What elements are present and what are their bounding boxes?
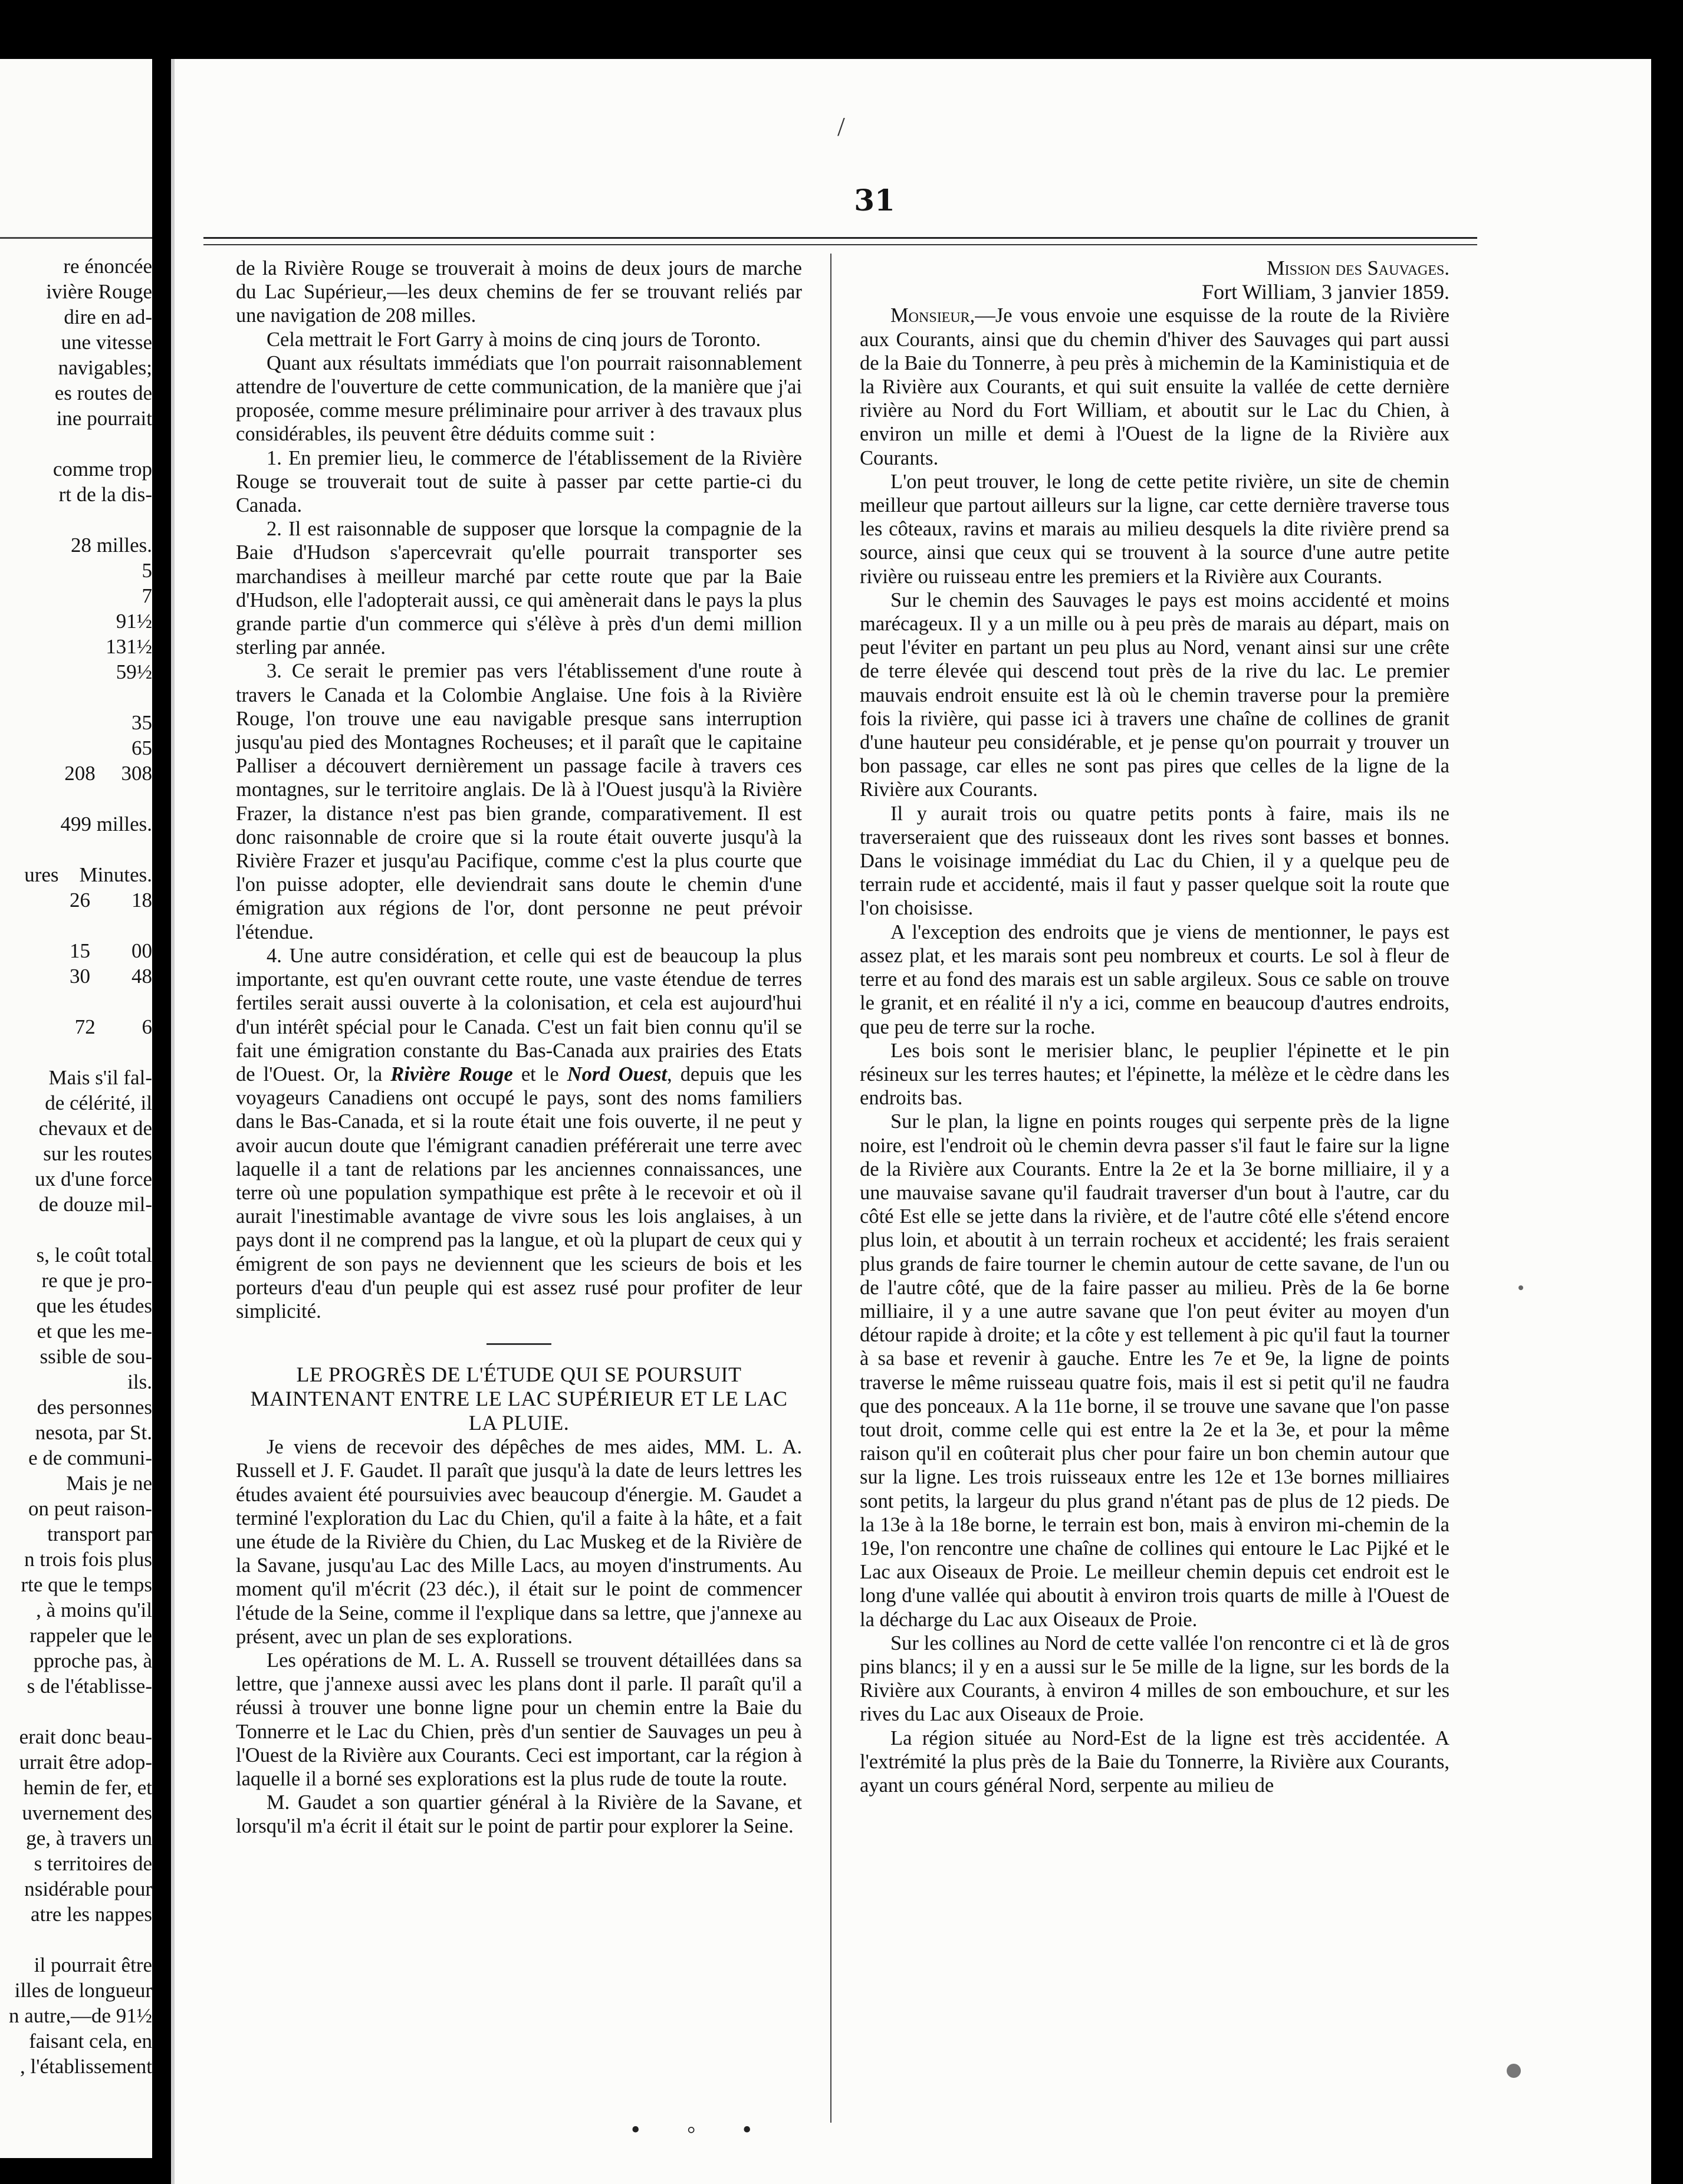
previous-page-line: nsidérable pour [24, 1877, 152, 1900]
previous-page-line: n autre,—de 91½ [9, 2004, 152, 2027]
text-run: —Je vous envoie une esquisse de la route de la Rivière aux Courants, ainsi que du chemin d'hiver des Sauvages qui part aussi de la Baie du Tonnerre, à peu près à michemin de la Kaministiquia et de la Rivière aux Courants, et qui suit ensuite la vallée de cette dernière rivière au Nord du Fort William, et aboutit sur le Lac du Chien, à environ un mille et demi à l'Ouest de la ligne de la Rivière aux Courants. [860, 304, 1449, 469]
previous-page-line: que les études [36, 1294, 152, 1317]
book-gutter [152, 59, 171, 2158]
previous-page-line: 65 [132, 736, 152, 759]
previous-page-line: 30 48 [70, 965, 152, 988]
paragraph: 2. Il est raisonnable de supposer que lorsque la compagnie de la Baie d'Hudson s'apercevrait qu'elle pourrait transporter ses marchandises à meilleur marché par cette route que par la Baie d'Hudson, elle l'adopterait aussi, ce qui amènerait dans le pays la plus grande partie d'un commerce qui s'élève à près d'un demi million sterling par année. [236, 518, 802, 659]
salutation: Monsieur, [890, 304, 975, 327]
previous-page-line: 7 [142, 584, 152, 607]
previous-page-line: faisant cela, en [29, 2030, 152, 2053]
previous-page-line: re énoncée [63, 255, 152, 278]
previous-page-line: 91½ [116, 610, 152, 633]
previous-page-edge [0, 59, 152, 2158]
paragraph: Les bois sont le merisier blanc, le peuplier l'épinette et le pin résineux sur les terres hautes; et l'épinette, la mélèze et le cèdre dans les endroits bas. [860, 1039, 1449, 1110]
paragraph: 3. Ce serait le premier pas vers l'établissement d'une route à travers le Canada et la Colombie Anglaise. Une fois à la Rivière Rouge, l'on trouve une eau navigable presque sans interruption jusqu'au pied des Montagnes Rocheuses; et il paraît que le capitaine Palliser a découvert dernièrement un passage facile à travers ces montagnes, sur le territoire anglais. De là à l'Ouest jusqu'à la Rivière Frazer, la distance n'est pas bien grande, comparativement. Il est donc raisonnable de croire que si la route était ouverte jusqu'à la Rivière Frazer et jusqu'au Pacifique, comme c'est la plus courte que l'on puisse adopter, elle deviendrait sans doute le chemin d'une émigration aux régions de l'or, dont personne ne peut prévoir l'étendue. [236, 660, 802, 943]
previous-page-line: nesota, par St. [35, 1421, 152, 1444]
previous-page-line: des personnes [37, 1396, 152, 1419]
previous-page-line [0, 507, 152, 532]
pencil-mark: / [837, 111, 845, 142]
previous-page-line: rappeler que le [29, 1624, 152, 1647]
previous-page-line: erait donc beau- [19, 1725, 152, 1748]
emphasis: Rivière Rouge [390, 1063, 513, 1086]
paragraph: de la Rivière Rouge se trouverait à moins de deux jours de marche du Lac Supérieur,—les deux chemins de fer se trouvant reliés par une navigation de 208 milles. [236, 257, 802, 327]
previous-page-line [0, 837, 152, 862]
header-rule [203, 237, 1477, 245]
paragraph: L'on peut trouver, le long de cette petite rivière, un site de chemin meilleur que partout ailleurs sur la ligne, car cette dernière traverse tous les côteaux, ravins et marais au milieu desquels la dite rivière prend sa source, ainsi que ceux qui se trouvent à la source d'une autre petite rivière ou ruisseau entre les premiers et la Rivière aux Courants. [860, 470, 1449, 588]
previous-page-line: Mais s'il fal- [48, 1066, 152, 1089]
previous-page-line: es routes de [54, 381, 152, 404]
previous-page-line [0, 786, 152, 811]
previous-page-line: de célérité, il [45, 1091, 152, 1114]
previous-page-line: 499 milles. [60, 813, 152, 836]
paragraph: Cela mettrait le Fort Garry à moins de cinq jours de Toronto. [267, 328, 761, 351]
previous-page-line: ures Minutes. [24, 863, 152, 886]
previous-page-line: 131½ [59, 635, 152, 658]
previous-page-line: 15 00 [70, 939, 152, 962]
previous-page-line: 35 [132, 711, 152, 734]
previous-page-line: 72 6 [74, 1015, 152, 1038]
previous-page-line: comme trop [52, 458, 152, 481]
text-run: 4. Une autre considération, et celle qui est de beaucoup la plus importante, est qu'en ouvrant cette route, une vaste étendue de terres fertiles serait aussi ouverte à la colonisation, et cela est aujourd'hui d'un intérêt spécial pour le Canada. C'est un fait bien connu qu'il se fait une émigration constante du Bas-Canada aux prairies des Etats de l'Ouest. Or, la [236, 944, 802, 1086]
text-run: et le [512, 1063, 567, 1086]
paragraph: La région située au Nord-Est de la ligne est très accidentée. A l'extrémité la plus près de la Baie du Tonnerre, la Rivière aux Courants, ayant un cours général Nord, serpente au milieu de [860, 1726, 1449, 1797]
previous-page-line [0, 989, 152, 1014]
previous-page-line: atre les nappes [30, 1903, 152, 1926]
previous-page-line: dire en ad- [64, 305, 152, 328]
previous-page-line [0, 685, 152, 710]
previous-page-line: ine pourrait [56, 407, 152, 430]
previous-page-line: 26 18 [70, 889, 152, 912]
ink-spot [1507, 2064, 1521, 2078]
emphasis: Nord Ouest [567, 1063, 668, 1086]
previous-page-line [0, 1699, 152, 1724]
section-divider [487, 1343, 551, 1345]
previous-page-line: sur les routes [43, 1142, 152, 1165]
previous-page-line: n trois fois plus [24, 1548, 152, 1571]
previous-page-line: 5 [142, 559, 152, 582]
previous-page-line: ils. [127, 1370, 152, 1393]
previous-page-line: on peut raison- [28, 1497, 152, 1520]
previous-page-line: s de l'établisse- [27, 1675, 152, 1698]
previous-page-line: , à moins qu'il [36, 1598, 152, 1621]
previous-page-line: de douze mil- [38, 1193, 152, 1216]
section-heading: LE PROGRÈS DE L'ÉTUDE QUI SE POURSUIT MAINTENANT ENTRE LE LAC SUPÉRIEUR ET LE LAC LA PLUIE. [250, 1363, 788, 1435]
previous-page-line: rt de la dis- [58, 483, 152, 506]
previous-page-line: ge, à travers un [26, 1827, 152, 1850]
previous-page-line: pproche pas, à [33, 1649, 152, 1672]
previous-page-line: s, le coût total [36, 1244, 152, 1267]
previous-page-line: 28 milles. [70, 534, 152, 557]
previous-page-line [0, 1927, 152, 1952]
letter-date: Fort William, 3 janvier 1859. [1202, 280, 1449, 304]
previous-page-line: , l'établissement [19, 2055, 152, 2078]
previous-page-rule [0, 237, 152, 239]
column-divider [830, 254, 831, 2123]
ink-spot [1518, 1285, 1523, 1290]
bottom-ink-specks: • ◦ • [631, 2115, 772, 2144]
paragraph: M. Gaudet a son quartier général à la Rivière de la Savane, et lorsqu'il m'a écrit il était sur le point de partir pour explorer la Seine. [236, 1791, 802, 1838]
previous-page-line [0, 1217, 152, 1242]
previous-page-line: il pourrait être [34, 1953, 152, 1976]
previous-page-text [0, 254, 152, 2079]
previous-page-line: ivière Rouge [46, 280, 152, 303]
previous-page-line: 208 308 [64, 762, 152, 785]
letter-opening [860, 304, 1449, 469]
paragraph: Il y aurait trois ou quatre petits ponts à faire, mais ils ne traverseraient que des ruisseaux dont les rives sont basses et bonnes. Dans le voisinage immédiat du Lac du Chien, il y a quelque peu de terrain rude et accidenté, mais il faut y passer quelque soit la route que l'on choisisse. [860, 802, 1449, 920]
mission-heading: Mission des Sauvages. [1267, 257, 1449, 279]
previous-page-line [0, 431, 152, 456]
paragraph: Sur le chemin des Sauvages le pays est moins accidenté et moins marécageux. Il y a un mille ou à peu près de marais au départ, mais on peut l'éviter en partant un peu plus au Nord, venant ainsi sur une crête de terre élevée qui descend tout près de la rive du lac. Le premier mauvais endroit ensuite est là où le chemin traverse pour la première fois la rivière, qui passe ici à travers une chaîne de collines de granit d'une hauteur peu considérable, et je pense qu'on pourrait y trouver un bon passage, car elles ne sont pas pires que celles de la ligne de la Rivière aux Courants. [860, 588, 1449, 801]
right-column [860, 256, 1449, 1797]
previous-page-line: et que les me- [37, 1320, 152, 1343]
previous-page-line [0, 1040, 152, 1065]
previous-page-line: uvernement des [22, 1801, 152, 1824]
paragraph: Je viens de recevoir des dépêches de mes aides, MM. L. A. Russell et J. F. Gaudet. Il paraît que jusqu'à la date de leurs lettres les études avaient été poursuivies avec beaucoup d'énergie. M. Gaudet a terminé l'exploration du Lac du Chien, qu'il a faite à la hâte, et a fait une étude de la Rivière du Chien, du Lac Muskeg et de la Rivière de la Savane, jusqu'au Lac des Mille Lacs, au moyen d'instruments. Au moment qu'il m'écrit (23 déc.), il était sur le point de commencer l'étude de la Seine, comme il l'explique dans sa lettre, que j'annexe au présent, avec un plan de ses explorations. [236, 1436, 802, 1648]
paragraph: Quant aux résultats immédiats que l'on pourrait raisonnablement attendre de l'ouverture de cette communication, de la manière que j'ai proposée, comme mesure préliminaire pour arriver à des travaux plus considérables, ils peuvent être déduits comme suit : [236, 351, 802, 446]
left-column [236, 256, 802, 1838]
previous-page-line: rte que le temps [21, 1573, 152, 1596]
paragraph: Sur le plan, la ligne en points rouges qui serpente près de la ligne noire, est l'endroit où le chemin devra passer s'il faut le faire sur la ligne de la Rivière aux Courants. Entre la 2e et la 3e borne milliaire, il y a une mauvaise savane qu'il faudrait traverser d'un bout à l'autre, car du côté Est elle se jette dans la rivière, et de l'autre côté elle s'étend encore plus loin, et aboutit à un terrain rocheux et accidenté; les frais seraient plus grands de faire tourner le chemin autour de cette savane, de l'un ou de l'autre côté, que de la faire passer au milieu. Près de la 6e borne milliaire, il y a une autre savane que l'on peut éviter au moyen d'un détour rapide à droite; et la côte y est tellement à pic qu'il faut la tourner à sa base et revenir à gauche. Entre les 7e et 9e, la ligne de points traverse le même ruisseau quatre fois, mais il est si petit qu'il ne faudra que des ponceaux. A la 11e borne, il se trouve une savane que l'on passe tout droit, comme celle qui est entre la 2e et la 3e, et pour la même raison qu'il en coûterait plus cher pour faire un bon chemin autour que sur la ligne. Les trois ruisseaux entre les 12e et 13e bornes milliaires sont petits, la largeur du plus grand n'étant pas de plus de 12 pieds. De la 13e à la 18e borne, le terrain est bon, mais à environ mi-chemin de la 19e, l'on rencontre une chaîne de collines qui entoure le Lac Pijké et le Lac aux Oiseaux de Proie. Le meilleur chemin depuis cet endroit est le long d'une vallée qui aboutit à environ trois quarts de mille à l'Ouest de la décharge du Lac aux Oiseaux de Proie. [860, 1110, 1449, 1631]
previous-page-line: e de communi- [28, 1446, 152, 1469]
previous-page-line: 59½ [64, 660, 152, 683]
paragraph-emigration [236, 944, 802, 1323]
paragraph: A l'exception des endroits que je viens de mentionner, le pays est assez plat, et les marais sont peu nombreux et courts. Le sol à fleur de terre et au fond des marais est un sable argileux. Sous ce sable on trouve le granit, et en réalité il n'y a ici, comme en beaucoup d'autres endroits, que peu de terre sur la roche. [860, 920, 1449, 1038]
paragraph: 1. En premier lieu, le commerce de l'établissement de la Rivière Rouge se trouverait tout de suite à passer par cette partie-ci du Canada. [236, 446, 802, 517]
previous-page-line: hemin de fer, et [23, 1776, 152, 1799]
previous-page-line: une vitesse [61, 331, 152, 354]
paragraph: Les opérations de M. L. A. Russell se trouvent détaillées dans sa lettre, que j'annexe aussi avec les plans dont il parle. Il paraît qu'il a réussi à trouver une bonne ligne pour un chemin entre la Baie du Tonnerre et le Lac du Chien, près d'un sentier de Sauvages un peu à l'Ouest de la Rivière aux Courants. Ceci est important, car la région à laquelle il a borné ses explorations est la plus rude de toute la route. [236, 1649, 802, 1790]
previous-page-line: Mais je ne [66, 1472, 152, 1495]
previous-page-line: ssible de sou- [40, 1345, 152, 1368]
previous-page-line: navigables; [58, 356, 152, 379]
previous-page-line: s territoires de [34, 1852, 152, 1875]
previous-page-line: re que je pro- [41, 1269, 152, 1292]
paragraph: Sur les collines au Nord de cette vallée l'on rencontre ci et là de gros pins blancs; il y en a aussi sur le 5e mille de la ligne, sur les bords de la Rivière aux Courants, à environ 4 milles de son embouchure, et sur les rives du Lac aux Oiseaux de Proie. [860, 1632, 1449, 1726]
previous-page-line [0, 913, 152, 938]
page [171, 59, 1651, 2184]
page-number: 31 [854, 183, 895, 218]
previous-page-line: urrait être adop- [19, 1751, 152, 1774]
previous-page-line: chevaux et de [38, 1117, 152, 1140]
text-run: , depuis que les voyageurs Canadiens ont occupé le pays, sont des noms familiers dans le Bas-Canada, et si la route était une fois ouverte, il ne peut y avoir aucun doute que l'émigrant canadien préférerait une terre avec laquelle il a tant de relations par les anciennes connaissances, une terre où une population sympathique est prête à le recevoir et où il aurait l'inestimable avantage de vivre sous les lois anglaises, à un pays dont il ne comprend pas la langue, et où la plupart de ceux qui y émigrent de son pays ne deviennent que les scieurs de bois et les porteurs d'eau d'un peuple qui est assez rusé pour profiter de leur simplicité. [236, 1063, 802, 1323]
previous-page-line: ux d'une force [35, 1167, 152, 1190]
previous-page-line: transport par [47, 1522, 152, 1545]
previous-page-line: illes de longueur [14, 1979, 152, 2002]
